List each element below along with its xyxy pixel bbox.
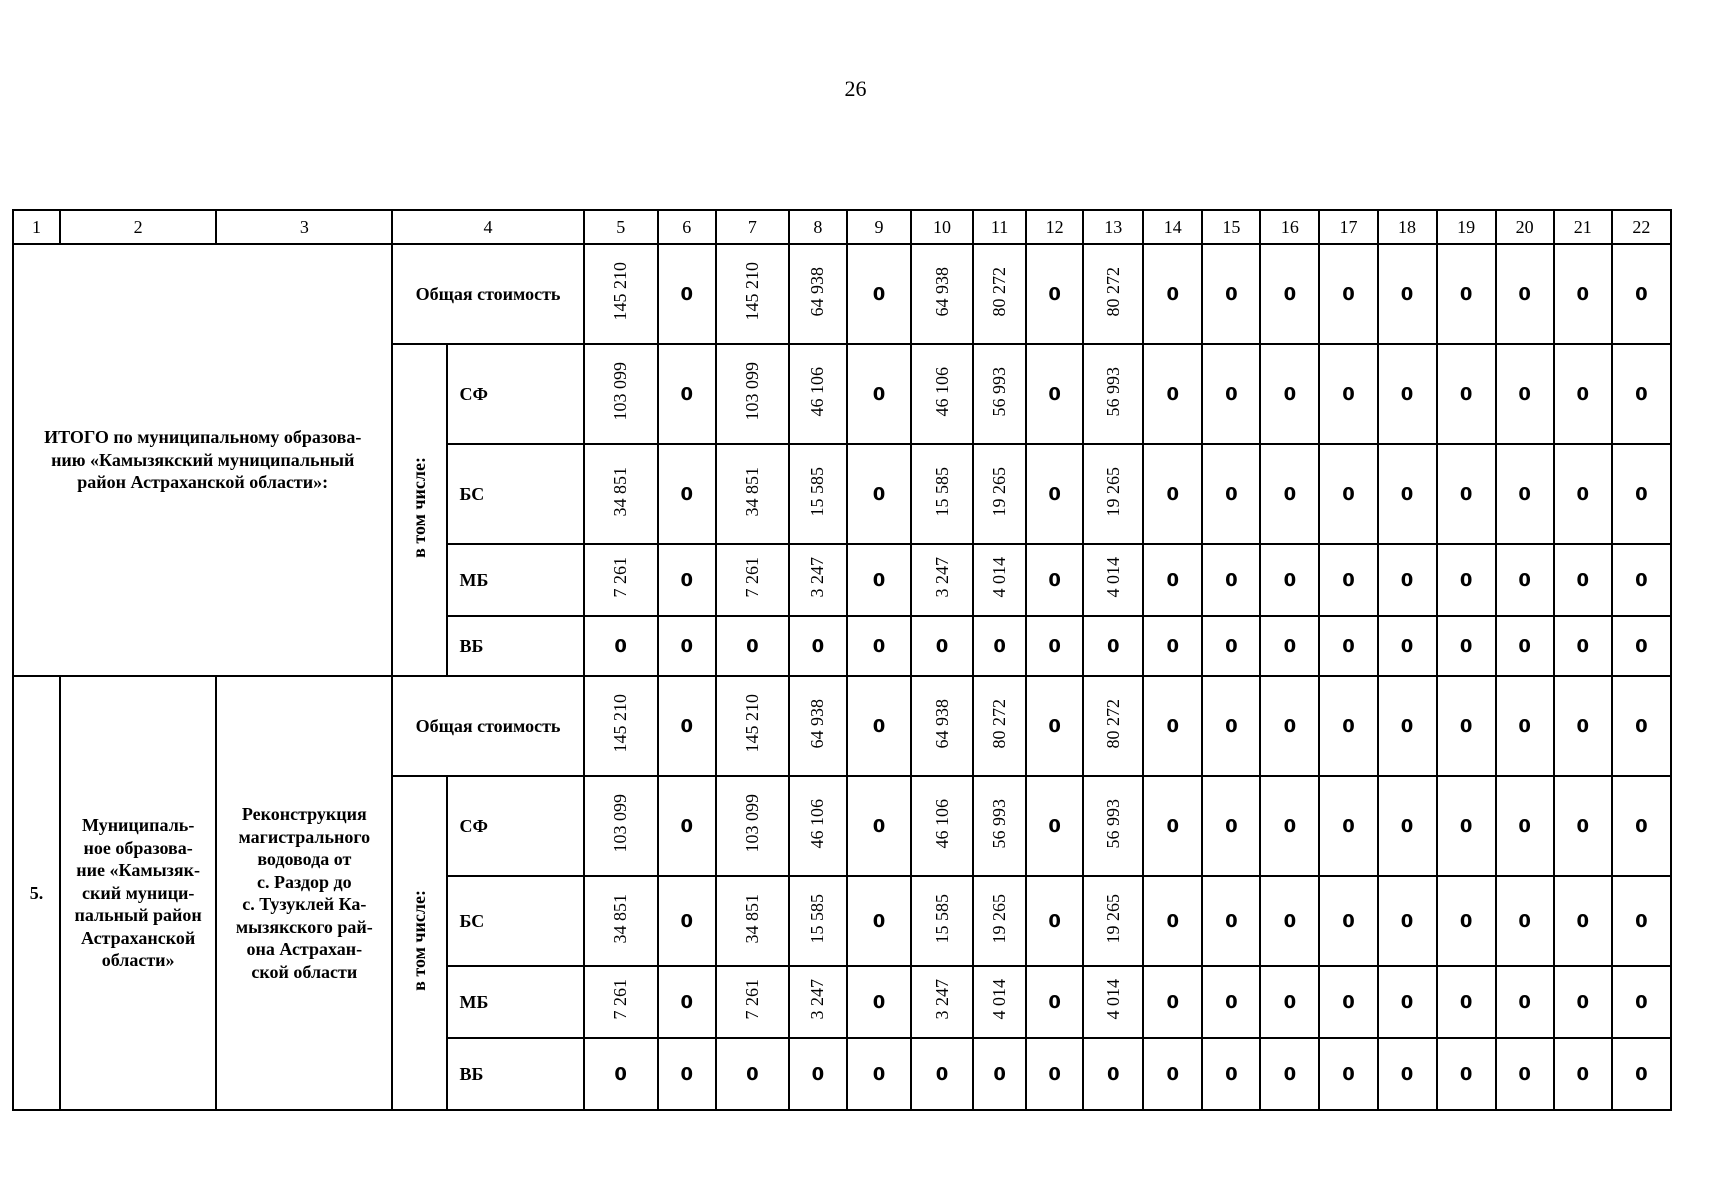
value-cell: 0 xyxy=(1260,444,1319,544)
sf-label: СФ xyxy=(447,776,584,876)
value-cell: 0 xyxy=(1437,776,1496,876)
value-cell: 19 265 xyxy=(973,444,1026,544)
value-cell: 15 585 xyxy=(789,444,847,544)
value-cell: 0 xyxy=(1378,344,1437,444)
value-cell: 0 xyxy=(1437,244,1496,344)
value-cell: 0 xyxy=(1378,1038,1437,1110)
value-cell: 0 xyxy=(1143,444,1202,544)
value-cell: 0 xyxy=(1437,876,1496,966)
value-cell: 0 xyxy=(1319,344,1377,444)
value-cell: 0 xyxy=(1496,776,1554,876)
value-cell: 0 xyxy=(1026,966,1083,1038)
mb-label: МБ xyxy=(447,544,584,616)
value-cell: 56 993 xyxy=(1083,776,1143,876)
value-cell: 0 xyxy=(1143,616,1202,676)
value-cell: 46 106 xyxy=(911,344,973,444)
value-cell: 0 xyxy=(1143,344,1202,444)
column-header: 13 xyxy=(1083,210,1143,244)
value-cell: 0 xyxy=(1202,876,1260,966)
value-cell: 4 014 xyxy=(1083,966,1143,1038)
column-header: 10 xyxy=(911,210,973,244)
value-cell: 0 xyxy=(1554,676,1612,776)
value-cell: 56 993 xyxy=(1083,344,1143,444)
column-header: 7 xyxy=(716,210,789,244)
value-cell: 145 210 xyxy=(584,676,658,776)
value-cell: 0 xyxy=(847,876,911,966)
value-cell: 0 xyxy=(658,1038,716,1110)
value-cell: 0 xyxy=(1496,616,1554,676)
value-cell: 19 265 xyxy=(1083,876,1143,966)
value-cell: 103 099 xyxy=(716,776,789,876)
value-cell: 3 247 xyxy=(789,966,847,1038)
value-cell: 0 xyxy=(1437,344,1496,444)
value-cell: 0 xyxy=(716,1038,789,1110)
value-cell: 0 xyxy=(1143,244,1202,344)
object-name: Реконструкция магистрального водовода от с. Раздор до с. Тузуклей Ка- мызякского рай- она Астрахан- ской области xyxy=(216,676,392,1110)
value-cell: 0 xyxy=(1202,1038,1260,1110)
value-cell: 0 xyxy=(1260,1038,1319,1110)
value-cell: 64 938 xyxy=(911,676,973,776)
bs-label: БС xyxy=(447,444,584,544)
value-cell: 0 xyxy=(847,676,911,776)
value-cell: 0 xyxy=(1026,544,1083,616)
value-cell: 0 xyxy=(1026,776,1083,876)
column-header: 6 xyxy=(658,210,716,244)
column-header: 2 xyxy=(60,210,216,244)
value-cell: 0 xyxy=(1260,676,1319,776)
value-cell: 0 xyxy=(1260,616,1319,676)
value-cell: 0 xyxy=(1319,676,1377,776)
value-cell: 4 014 xyxy=(973,544,1026,616)
value-cell: 0 xyxy=(1496,876,1554,966)
value-cell: 0 xyxy=(1319,1038,1377,1110)
value-cell: 0 xyxy=(1554,344,1612,444)
value-cell: 0 xyxy=(658,616,716,676)
value-cell: 19 265 xyxy=(1083,444,1143,544)
value-cell: 0 xyxy=(1143,676,1202,776)
value-cell: 0 xyxy=(1612,344,1671,444)
value-cell: 0 xyxy=(716,616,789,676)
value-cell: 0 xyxy=(1026,1038,1083,1110)
value-cell: 0 xyxy=(658,444,716,544)
total-cost-label: Общая стоимость xyxy=(392,676,583,776)
value-cell: 0 xyxy=(847,966,911,1038)
value-cell: 0 xyxy=(1496,244,1554,344)
value-cell: 80 272 xyxy=(973,244,1026,344)
column-header: 12 xyxy=(1026,210,1083,244)
value-cell: 0 xyxy=(1378,676,1437,776)
value-cell: 34 851 xyxy=(584,444,658,544)
value-cell: 0 xyxy=(1496,966,1554,1038)
value-cell: 15 585 xyxy=(911,876,973,966)
value-cell: 0 xyxy=(1378,776,1437,876)
value-cell: 80 272 xyxy=(973,676,1026,776)
value-cell: 4 014 xyxy=(973,966,1026,1038)
value-cell: 0 xyxy=(1319,444,1377,544)
value-cell: 0 xyxy=(1612,966,1671,1038)
value-cell: 15 585 xyxy=(911,444,973,544)
value-cell: 0 xyxy=(789,1038,847,1110)
value-cell: 0 xyxy=(658,544,716,616)
column-header: 1 xyxy=(13,210,60,244)
value-cell: 0 xyxy=(1612,444,1671,544)
column-header: 18 xyxy=(1378,210,1437,244)
value-cell: 0 xyxy=(1319,544,1377,616)
value-cell: 0 xyxy=(1143,966,1202,1038)
value-cell: 0 xyxy=(1260,344,1319,444)
value-cell: 0 xyxy=(1612,544,1671,616)
sf-label: СФ xyxy=(447,344,584,444)
column-header: 15 xyxy=(1202,210,1260,244)
value-cell: 103 099 xyxy=(584,344,658,444)
value-cell: 0 xyxy=(1437,616,1496,676)
value-cell: 0 xyxy=(1026,344,1083,444)
value-cell: 0 xyxy=(1202,444,1260,544)
value-cell: 0 xyxy=(1554,776,1612,876)
value-cell: 0 xyxy=(1496,344,1554,444)
column-header: 22 xyxy=(1612,210,1671,244)
value-cell: 0 xyxy=(1496,544,1554,616)
value-cell: 0 xyxy=(1319,616,1377,676)
column-header: 19 xyxy=(1437,210,1496,244)
value-cell: 64 938 xyxy=(789,244,847,344)
value-cell: 80 272 xyxy=(1083,676,1143,776)
value-cell: 0 xyxy=(847,776,911,876)
page-number: 26 xyxy=(844,76,867,101)
value-cell: 46 106 xyxy=(911,776,973,876)
item5-total-row xyxy=(13,676,1671,776)
column-header: 8 xyxy=(789,210,847,244)
value-cell: 0 xyxy=(1554,1038,1612,1110)
value-cell: 3 247 xyxy=(789,544,847,616)
budget-table xyxy=(12,209,1672,1111)
value-cell: 0 xyxy=(1202,616,1260,676)
value-cell: 0 xyxy=(1026,444,1083,544)
total-cost-label: Общая стоимость xyxy=(392,244,583,344)
value-cell: 34 851 xyxy=(716,876,789,966)
value-cell: 103 099 xyxy=(584,776,658,876)
value-cell: 0 xyxy=(1437,676,1496,776)
header-row xyxy=(13,210,1671,244)
value-cell: 7 261 xyxy=(716,966,789,1038)
value-cell: 34 851 xyxy=(584,876,658,966)
column-header: 21 xyxy=(1554,210,1612,244)
value-cell: 56 993 xyxy=(973,344,1026,444)
value-cell: 0 xyxy=(847,244,911,344)
vb-label: ВБ xyxy=(447,1038,584,1110)
value-cell: 0 xyxy=(658,344,716,444)
value-cell: 0 xyxy=(911,616,973,676)
value-cell: 0 xyxy=(658,244,716,344)
value-cell: 0 xyxy=(1378,876,1437,966)
value-cell: 103 099 xyxy=(716,344,789,444)
municipality-name: Муниципаль- ное образова- ние «Камызяк- ский муници- пальный район Астраханской области» xyxy=(60,676,216,1110)
value-cell: 0 xyxy=(1378,544,1437,616)
column-header: 11 xyxy=(973,210,1026,244)
summary-total-row xyxy=(13,244,1671,344)
column-header: 4 xyxy=(392,210,583,244)
value-cell: 0 xyxy=(1612,1038,1671,1110)
value-cell: 0 xyxy=(1143,544,1202,616)
value-cell: 0 xyxy=(1496,1038,1554,1110)
in-total-label: в том числе: xyxy=(392,344,446,676)
value-cell: 0 xyxy=(584,616,658,676)
value-cell: 0 xyxy=(1202,676,1260,776)
value-cell: 0 xyxy=(1319,244,1377,344)
value-cell: 0 xyxy=(1202,966,1260,1038)
value-cell: 0 xyxy=(847,616,911,676)
value-cell: 7 261 xyxy=(584,966,658,1038)
value-cell: 3 247 xyxy=(911,966,973,1038)
value-cell: 7 261 xyxy=(716,544,789,616)
value-cell: 0 xyxy=(1202,776,1260,876)
value-cell: 145 210 xyxy=(584,244,658,344)
column-header: 3 xyxy=(216,210,392,244)
column-header: 16 xyxy=(1260,210,1319,244)
value-cell: 0 xyxy=(1026,244,1083,344)
value-cell: 7 261 xyxy=(584,544,658,616)
value-cell: 0 xyxy=(1378,444,1437,544)
column-header: 20 xyxy=(1496,210,1554,244)
value-cell: 0 xyxy=(1260,244,1319,344)
mb-label: МБ xyxy=(447,966,584,1038)
value-cell: 0 xyxy=(847,344,911,444)
value-cell: 0 xyxy=(1437,966,1496,1038)
value-cell: 0 xyxy=(1319,776,1377,876)
vb-label: ВБ xyxy=(447,616,584,676)
column-header: 9 xyxy=(847,210,911,244)
value-cell: 0 xyxy=(789,616,847,676)
value-cell: 0 xyxy=(1319,876,1377,966)
value-cell: 0 xyxy=(1554,966,1612,1038)
value-cell: 0 xyxy=(1437,544,1496,616)
column-header: 14 xyxy=(1143,210,1202,244)
value-cell: 0 xyxy=(1612,776,1671,876)
value-cell: 0 xyxy=(1026,616,1083,676)
value-cell: 0 xyxy=(1554,544,1612,616)
value-cell: 0 xyxy=(973,616,1026,676)
value-cell: 0 xyxy=(1260,876,1319,966)
value-cell: 0 xyxy=(658,676,716,776)
value-cell: 0 xyxy=(1554,444,1612,544)
summary-title: ИТОГО по муниципальному образова- нию «Камызякский муниципальный район Астраханской области»: xyxy=(13,244,392,676)
value-cell: 0 xyxy=(1319,966,1377,1038)
value-cell: 0 xyxy=(847,1038,911,1110)
value-cell: 0 xyxy=(1202,344,1260,444)
value-cell: 0 xyxy=(1554,244,1612,344)
bs-label: БС xyxy=(447,876,584,966)
value-cell: 0 xyxy=(658,776,716,876)
value-cell: 4 014 xyxy=(1083,544,1143,616)
value-cell: 0 xyxy=(1202,244,1260,344)
value-cell: 0 xyxy=(1378,616,1437,676)
value-cell: 0 xyxy=(847,444,911,544)
value-cell: 0 xyxy=(847,544,911,616)
value-cell: 3 247 xyxy=(911,544,973,616)
value-cell: 46 106 xyxy=(789,776,847,876)
value-cell: 34 851 xyxy=(716,444,789,544)
value-cell: 0 xyxy=(1378,966,1437,1038)
value-cell: 0 xyxy=(1143,876,1202,966)
value-cell: 0 xyxy=(1260,966,1319,1038)
value-cell: 64 938 xyxy=(911,244,973,344)
value-cell: 0 xyxy=(658,876,716,966)
value-cell: 0 xyxy=(658,966,716,1038)
value-cell: 0 xyxy=(584,1038,658,1110)
value-cell: 0 xyxy=(911,1038,973,1110)
value-cell: 15 585 xyxy=(789,876,847,966)
value-cell: 64 938 xyxy=(789,676,847,776)
value-cell: 0 xyxy=(1554,876,1612,966)
column-header: 5 xyxy=(584,210,658,244)
value-cell: 0 xyxy=(1496,676,1554,776)
value-cell: 19 265 xyxy=(973,876,1026,966)
column-header: 17 xyxy=(1319,210,1377,244)
value-cell: 0 xyxy=(1612,876,1671,966)
value-cell: 145 210 xyxy=(716,676,789,776)
value-cell: 0 xyxy=(1026,876,1083,966)
value-cell: 0 xyxy=(1083,616,1143,676)
value-cell: 0 xyxy=(1496,444,1554,544)
value-cell: 0 xyxy=(1378,244,1437,344)
value-cell: 145 210 xyxy=(716,244,789,344)
value-cell: 0 xyxy=(1437,444,1496,544)
value-cell: 0 xyxy=(1083,1038,1143,1110)
value-cell: 0 xyxy=(1612,676,1671,776)
value-cell: 46 106 xyxy=(789,344,847,444)
value-cell: 56 993 xyxy=(973,776,1026,876)
value-cell: 0 xyxy=(1260,776,1319,876)
value-cell: 0 xyxy=(1260,544,1319,616)
item-number: 5. xyxy=(13,676,60,1110)
value-cell: 0 xyxy=(1612,244,1671,344)
value-cell: 0 xyxy=(1026,676,1083,776)
value-cell: 0 xyxy=(973,1038,1026,1110)
value-cell: 0 xyxy=(1437,1038,1496,1110)
value-cell: 0 xyxy=(1143,776,1202,876)
value-cell: 80 272 xyxy=(1083,244,1143,344)
in-total-label: в том числе: xyxy=(392,776,446,1110)
value-cell: 0 xyxy=(1143,1038,1202,1110)
value-cell: 0 xyxy=(1554,616,1612,676)
value-cell: 0 xyxy=(1612,616,1671,676)
value-cell: 0 xyxy=(1202,544,1260,616)
